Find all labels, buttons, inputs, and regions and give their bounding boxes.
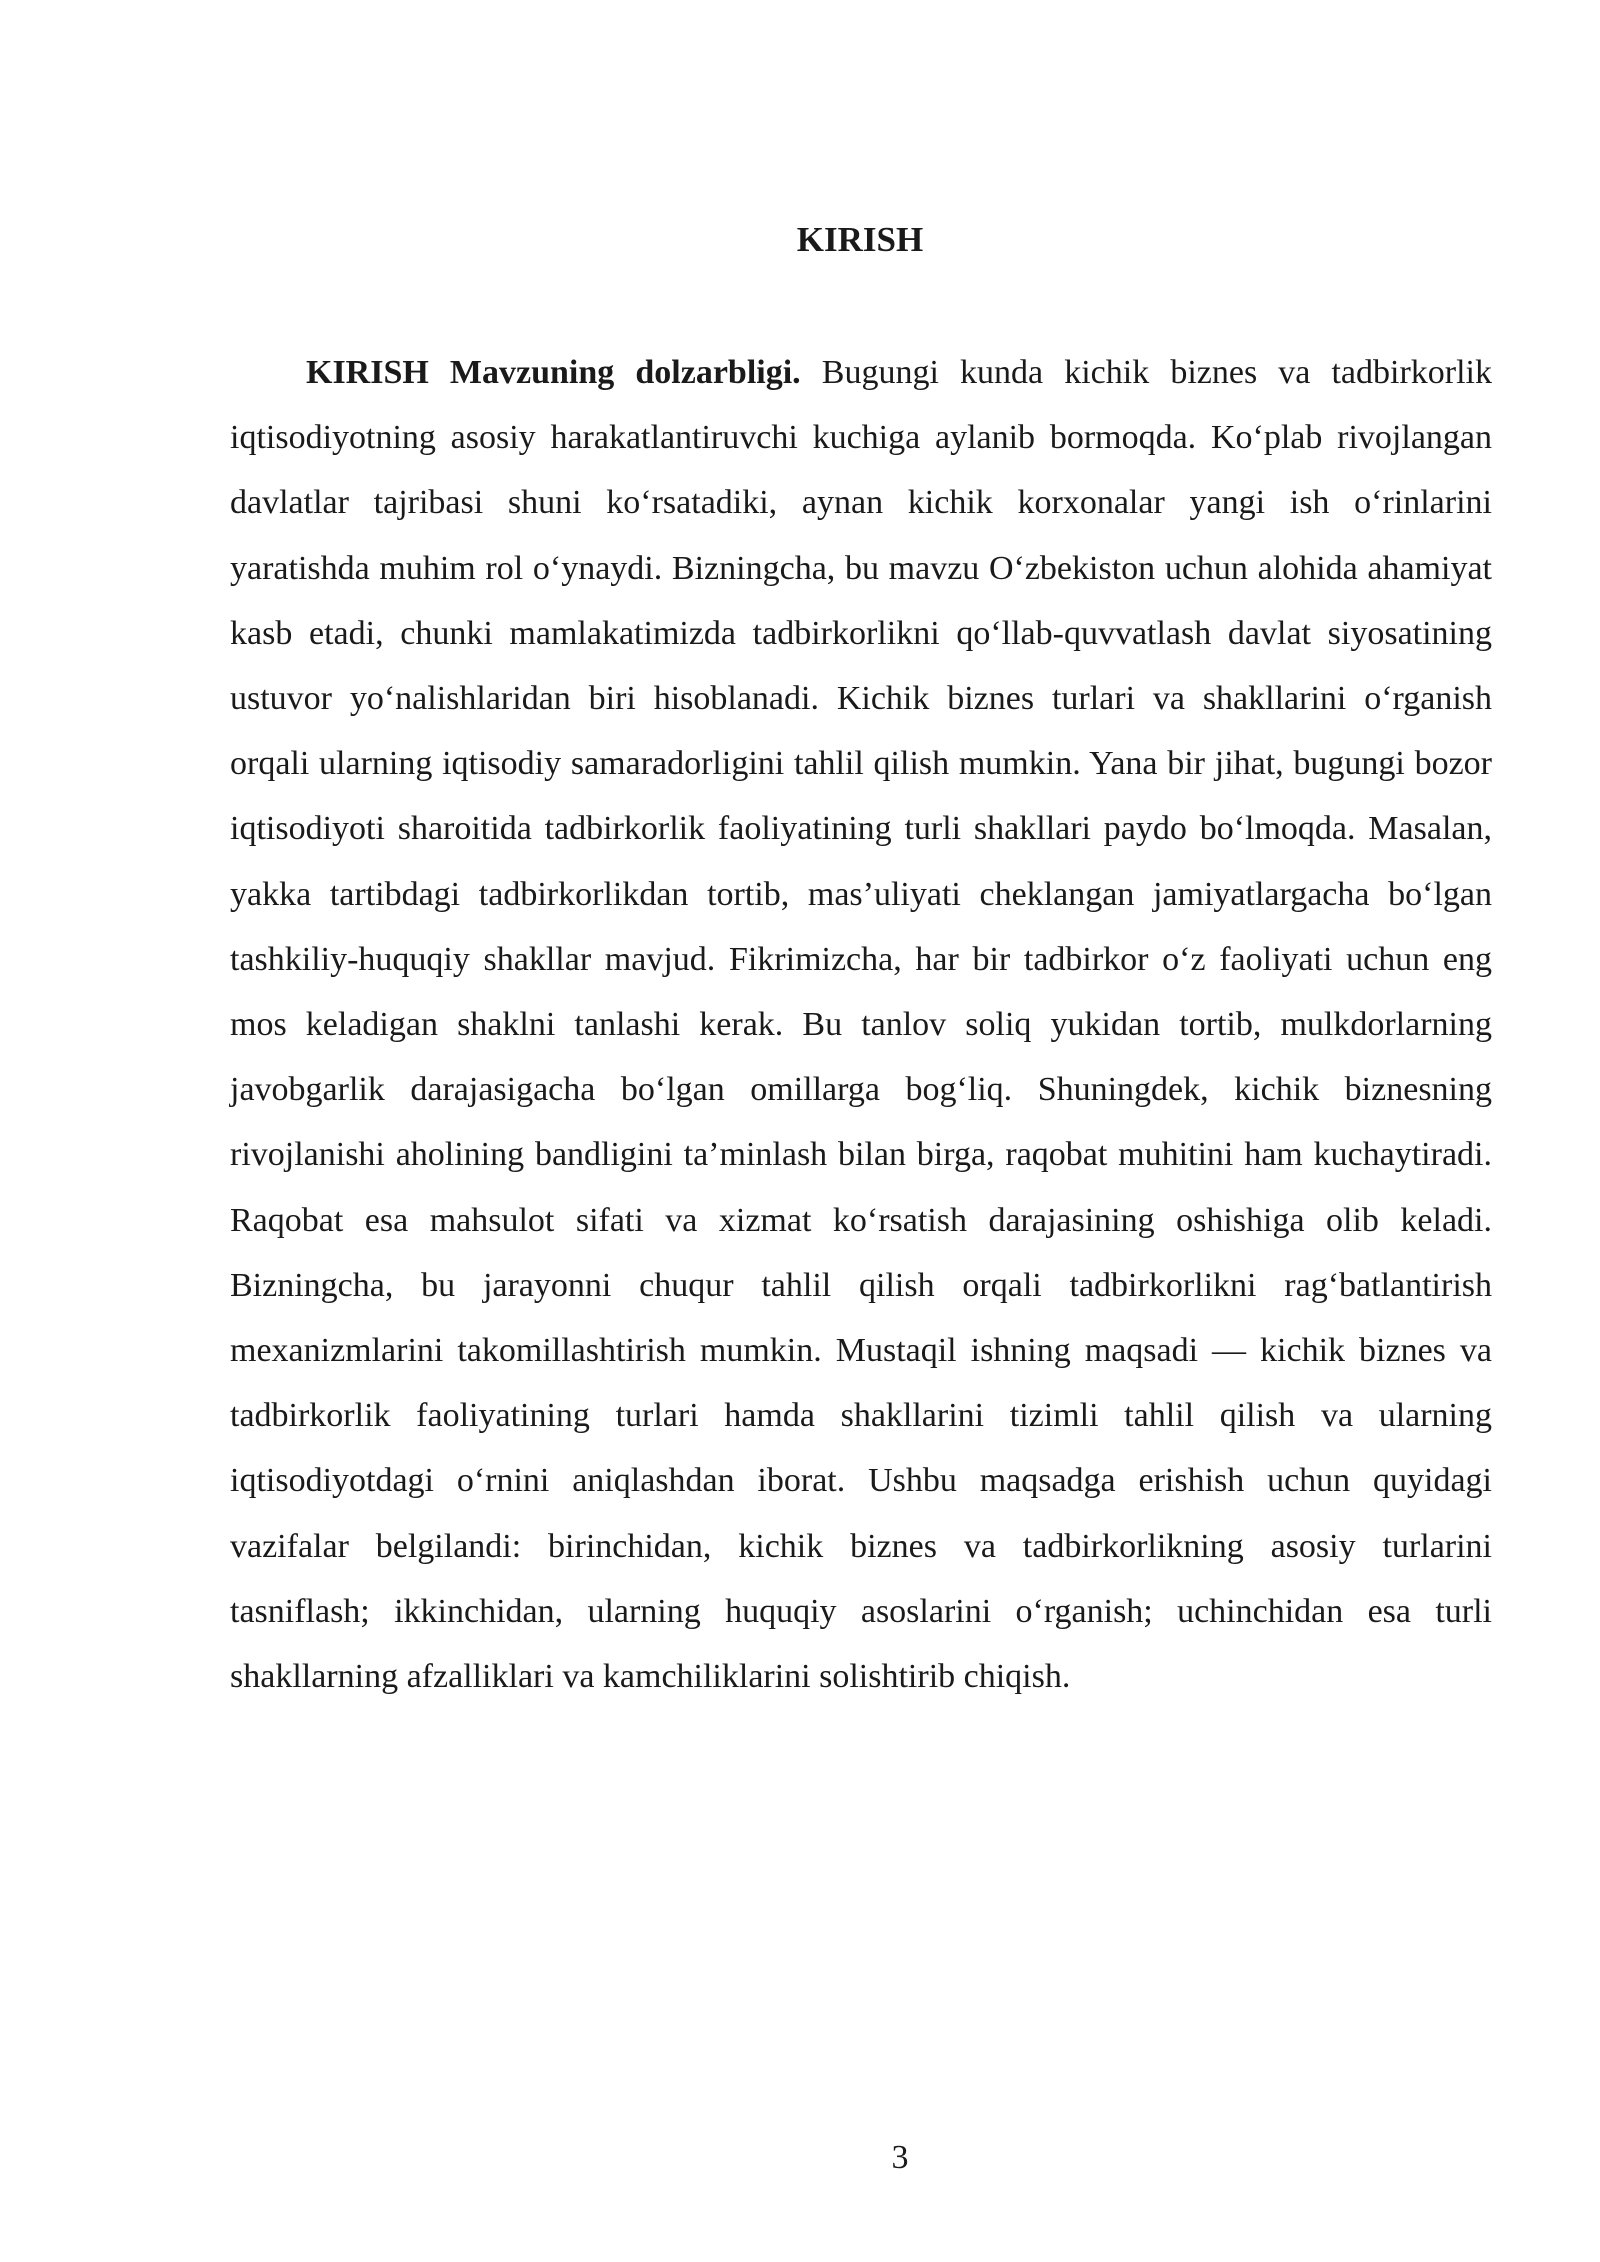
- section-heading: KIRISH: [796, 220, 924, 259]
- paragraph-lead: KIRISH Mavzuning dolzarbligi.: [306, 354, 801, 391]
- paragraph-body: Bugungi kunda kichik biznes va tadbirkorlik iqtisodiyotning asosiy harakatlantiruvchi kuchiga aylanib bormoqda. Ko‘plab rivojlangan davlatlar tajribasi shuni ko‘rsatadiki, aynan kichik korxonalar yangi ish o‘rinlarini yaratishda muhim rol o‘ynaydi. Bizningcha, bu mavzu O‘zbekiston uchun alohida ahamiyat kasb etadi, chunki mamlakatimizda tadbirkorlikni qo‘llab-quvvatlash davlat siyosatining ustuvor yo‘nalishlaridan biri hisoblanadi. Kichik biznes turlari va shakllarini o‘rganish orqali ularning iqtisodiy samaradorligini tahlil qilish mumkin. Yana bir jihat, bugungi bozor iqtisodiyoti sharoitida tadbirkorlik faoliyatining turli shakllari paydo bo‘lmoqda. Masalan, yakka tartibdagi tadbirkorlikdan tortib, mas’uliyati cheklangan jamiyatlargacha bo‘lgan tashkiliy-huquqiy shakllar mavjud. Fikrimizcha, har bir tadbirkor o‘z faoliyati uchun eng mos keladigan shaklni tanlashi kerak. Bu tanlov soliq yukidan tortib, mulkdorlarning javobgarlik darajasigacha bo‘lgan omillarga bog‘liq. Shuningdek, kichik biznesning rivojlanishi aholining bandligini ta’minlash bilan birga, raqobat muhitini ham kuchaytiradi. Raqobat esa mahsulot sifati va xizmat ko‘rsatish darajasining oshishiga olib keladi. Bizningcha, bu jarayonni chuqur tahlil qilish orqali tadbirkorlikni rag‘batlantirish mexanizmlarini takomillashtirish mumkin. Mustaqil ishning maqsadi — kichik biznes va tadbirkorlik faoliyatining turlari hamda shakllarini tizimli tahlil qilish va ularning iqtisodiyotdagi o‘rnini aniqlashdan iborat. Ushbu maqsadga erishish uchun quyidagi vazifalar belgilandi: birinchidan, kichik biznes va tadbirkorlikning asosiy turlarini tasniflash; ikkinchidan, ularning huquqiy asoslarini o‘rganish; uchinchidan esa turli shakllarning afzalliklari va kamchiliklarini solishtirib chiqish.: [230, 354, 1493, 1696]
- body-paragraph: [230, 340, 1492, 1709]
- page-number: 3: [891, 2139, 909, 2176]
